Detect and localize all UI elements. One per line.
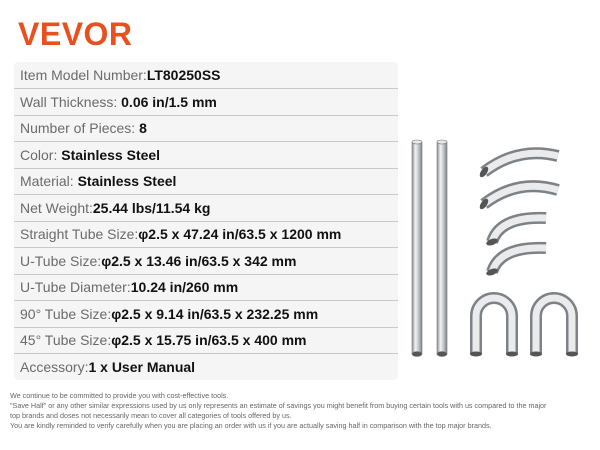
straight-tube-icon [437,140,447,357]
spec-value: φ2.5 x 47.24 in/63.5 x 1200 mm [138,226,342,242]
vevor-logo: VEVOR [18,16,133,52]
spec-label: Color: [20,146,62,163]
spec-value: 10.24 in/260 mm [130,279,239,295]
spec-row-straight-tube [14,221,398,248]
45-degree-tube-icon [478,186,558,210]
spec-row-u-tube-size [14,248,398,275]
spec-row-material [14,168,398,195]
spec-value: φ2.5 x 9.14 in/63.5 x 232.25 mm [111,305,319,322]
spec-label: Net Weight: [20,199,93,216]
spec-label: Number of Pieces: [20,120,140,136]
spec-value: 1 x User Manual [88,358,196,375]
spec-value: φ2.5 x 13.46 in/63.5 x 342 mm [101,252,297,269]
spec-table [14,62,398,380]
straight-tube-icon [412,140,422,357]
spec-row-wall-thickness [14,89,398,116]
90-degree-tube-icon [485,248,546,277]
spec-label: Straight Tube Size: [20,226,139,242]
spec-value: 8 [139,120,147,136]
spec-label: Wall Thickness: [20,93,122,110]
spec-label: 90° Tube Size: [20,305,112,322]
spec-label: Item Model Number: [20,67,147,83]
spec-value: Stainless Steel [77,173,177,189]
u-tube-icon [530,298,578,356]
spec-value: φ2.5 x 15.75 in/63.5 x 400 mm [111,332,307,348]
spec-label: U-Tube Diameter: [20,279,131,295]
spec-label: 45° Tube Size: [20,332,112,348]
exhaust-pipe-kit-image [400,120,596,370]
spec-row-45-tube [14,327,398,354]
disclaimer-line: top brands and doses not necessarily mean to cover all categories of tools offered by us. [10,411,292,420]
spec-row-color [14,142,398,169]
spec-row-90-tube [14,301,398,328]
spec-row-u-tube-diameter [14,274,398,301]
disclaimer [10,391,594,431]
spec-row-model [14,62,398,89]
spec-label: Accessory: [20,358,89,375]
disclaimer-line: "Save Half" or any other similar expressions used by us only represents an estimate of savings you might benefit from buying certain tools with us compared to the major [10,401,547,410]
45-degree-tube-icon [478,153,558,178]
disclaimer-line: We continue to be committed to provide you with cost-effective tools. [10,391,229,400]
spec-row-net-weight [14,195,398,222]
spec-value: Stainless Steel [61,146,161,163]
spec-value: 0.06 in/1.5 mm [121,93,217,110]
spec-label: U-Tube Size: [20,252,102,269]
spec-value: LT80250SS [146,67,221,83]
spec-row-accessory [14,354,398,380]
disclaimer-line: You are kindly reminded to verify carefully when you are placing an order with us if you are actually saving half in comparison with the top major brands. [10,421,492,430]
spec-label: Material: [20,173,78,189]
spec-value: 25.44 lbs/11.54 kg [92,199,211,216]
spec-row-pieces [14,115,398,142]
u-tube-icon [470,298,518,357]
